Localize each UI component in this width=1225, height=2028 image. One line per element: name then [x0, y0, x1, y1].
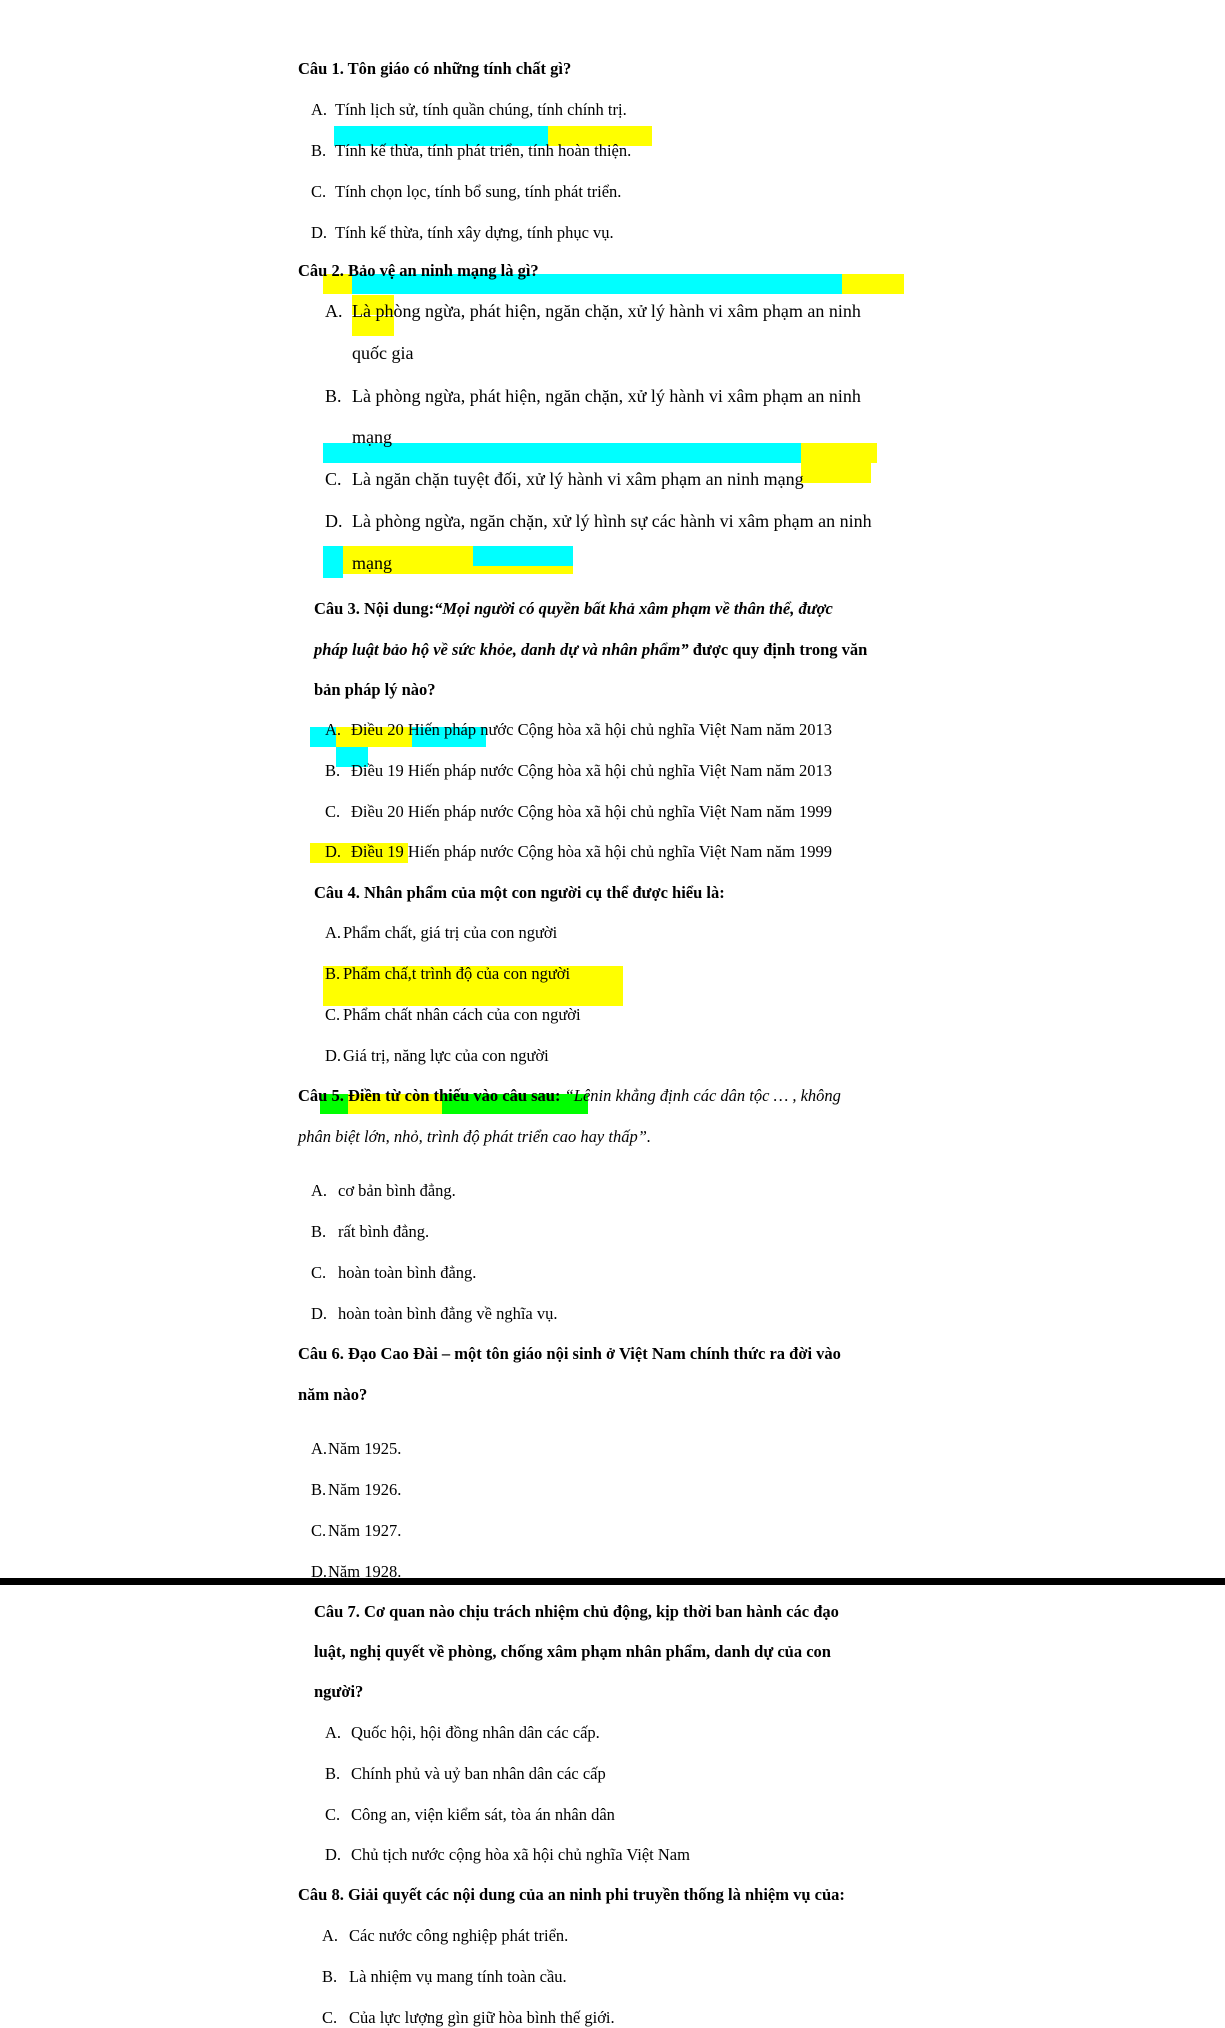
- question-5: Câu 5. Điền từ còn thiếu vào câu sau: “Lênin khẳng định các dân tộc … , không: [298, 1086, 841, 1105]
- question-2-option-a-cont: quốc gia: [352, 343, 414, 363]
- question-8-option-a: A. Các nước công nghiệp phát triển.: [322, 1926, 569, 1945]
- question-8: Câu 8. Giải quyết các nội dung của an ninh phi truyền thống là nhiệm vụ của:: [298, 1885, 845, 1904]
- question-5-option-a: A. cơ bản bình đẳng.: [311, 1181, 456, 1200]
- question-1: Câu 1. Tôn giáo có những tính chất gì?: [298, 59, 572, 78]
- question-7-option-d: D. Chủ tịch nước cộng hòa xã hội chủ nghĩa Việt Nam: [325, 1845, 690, 1864]
- question-4-option-d: D. Giá trị, năng lực của con người: [325, 1046, 549, 1065]
- question-3-option-b: B. Điều 19 Hiến pháp nước Cộng hòa xã hội chủ nghĩa Việt Nam năm 2013: [325, 761, 833, 780]
- question-2-option-b-cont: mạng: [352, 427, 392, 447]
- question-3-option-a: A. Điều 20 Hiến pháp nước Cộng hòa xã hội chủ nghĩa Việt Nam năm 2013: [325, 720, 833, 739]
- question-4-option-a: A. Phẩm chất, giá trị của con người: [325, 923, 558, 942]
- question-2: Câu 2. Bảo vệ an ninh mạng là gì?: [298, 261, 539, 280]
- question-4: Câu 4. Nhân phẩm của một con người cụ thể được hiểu là:: [314, 883, 725, 902]
- question-5-option-d: D. hoàn toàn bình đẳng về nghĩa vụ.: [311, 1304, 558, 1323]
- question-7-option-b: B. Chính phủ và uỷ ban nhân dân các cấp: [325, 1764, 606, 1783]
- question-3-line-3: bản pháp lý nào?: [314, 680, 436, 699]
- question-2-option-c: C. Là ngăn chặn tuyệt đối, xử lý hành vi xâm phạm an ninh mạng: [325, 469, 804, 489]
- question-3-line-2: pháp luật bảo hộ về sức khỏe, danh dự và nhân phẩm” được quy định trong văn: [314, 640, 868, 659]
- question-6-option-c: C. Năm 1927.: [311, 1521, 402, 1540]
- question-6-line-2: năm nào?: [298, 1385, 368, 1404]
- highlight-cyan: [323, 546, 343, 566]
- question-4-option-c: C. Phẩm chất nhân cách của con người: [325, 1005, 581, 1024]
- question-2-option-d: D. Là phòng ngừa, ngăn chặn, xử lý hình sự các hành vi xâm phạm an ninh: [325, 511, 872, 531]
- question-6-option-d: D.Năm 1928.: [311, 1562, 402, 1581]
- question-3-option-d: D. Điều 19 Hiến pháp nước Cộng hòa xã hội chủ nghĩa Việt Nam năm 1999: [325, 842, 833, 861]
- question-1-option-b: B. Tính kế thừa, tính phát triển, tính hoàn thiện.: [311, 141, 632, 160]
- question-1-option-a: A. Tính lịch sử, tính quần chúng, tính chính trị.: [311, 100, 627, 119]
- question-7-line-3: người?: [314, 1682, 364, 1701]
- question-5-line-2: phân biệt lớn, nhỏ, trình độ phát triển cao hay thấp”.: [298, 1127, 652, 1146]
- question-2-option-a: A. Là phòng ngừa, phát hiện, ngăn chặn, xử lý hành vi xâm phạm an ninh: [325, 301, 861, 321]
- question-7-option-c: C. Công an, viện kiểm sát, tòa án nhân dân: [325, 1805, 615, 1824]
- question-7-line-2: luật, nghị quyết về phòng, chống xâm phạm nhân phẩm, danh dự của con: [314, 1642, 831, 1661]
- question-2-option-b: B. Là phòng ngừa, phát hiện, ngăn chặn, xử lý hành vi xâm phạm an ninh: [325, 386, 861, 406]
- question-8-option-b: B. Là nhiệm vụ mang tính toàn cầu.: [322, 1967, 567, 1986]
- question-6-option-a: A.Năm 1925.: [311, 1439, 402, 1458]
- question-5-option-c: C. hoàn toàn bình đẳng.: [311, 1263, 477, 1282]
- question-3: Câu 3. Nội dung:“Mọi người có quyền bất khả xâm phạm về thân thể, được: [314, 599, 833, 618]
- question-3-option-c: C. Điều 20 Hiến pháp nước Cộng hòa xã hội chủ nghĩa Việt Nam năm 1999: [325, 802, 833, 821]
- question-1-option-d: D. Tính kế thừa, tính xây dựng, tính phục vụ.: [311, 223, 614, 242]
- question-6: Câu 6. Đạo Cao Đài – một tôn giáo nội sinh ở Việt Nam chính thức ra đời vào: [298, 1344, 841, 1363]
- highlight-yellow: [323, 986, 623, 1006]
- highlight-cyan: [323, 566, 343, 578]
- question-6-option-b: B. Năm 1926.: [311, 1480, 402, 1499]
- question-4-option-b: B. Phẩm chấ,t trình độ của con người: [325, 964, 571, 983]
- question-5-option-b: B. rất bình đẳng.: [311, 1222, 430, 1241]
- question-7-option-a: A. Quốc hội, hội đồng nhân dân các cấp.: [325, 1723, 600, 1742]
- question-1-option-c: C. Tính chọn lọc, tính bổ sung, tính phát triển.: [311, 182, 622, 201]
- question-8-option-c: C. Của lực lượng gìn giữ hòa bình thế giới.: [322, 2008, 615, 2027]
- question-7: Câu 7. Cơ quan nào chịu trách nhiệm chủ động, kịp thời ban hành các đạo: [314, 1602, 839, 1621]
- question-2-option-d-cont: mạng: [352, 553, 392, 573]
